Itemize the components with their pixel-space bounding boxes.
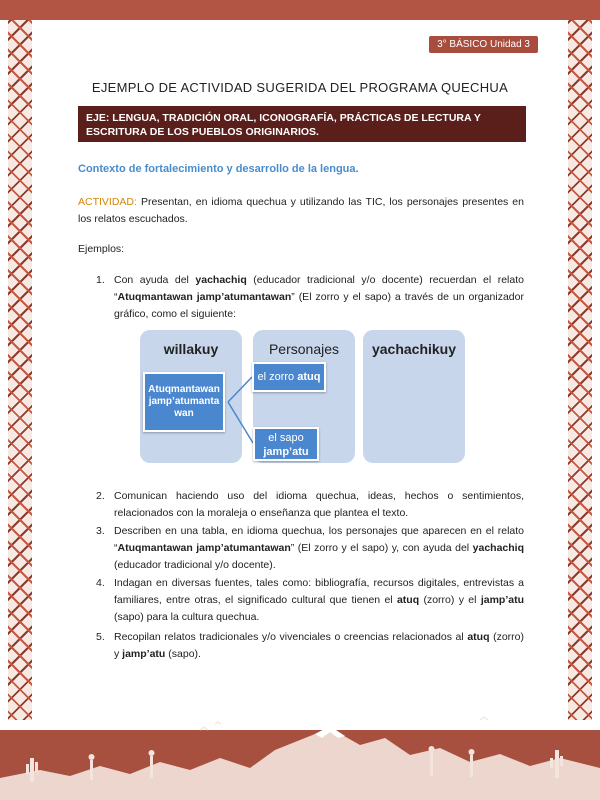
list-number: 3. <box>96 525 105 537</box>
story-node: Atuqmantawan jamp’atumanta wan <box>143 372 225 432</box>
list-item-1 <box>96 272 524 323</box>
activity-paragraph <box>78 194 524 228</box>
activity-text: Presentan, en idioma quechua y utilizando las TIC, los personajes presentes en los relatos escuchados. <box>78 196 524 225</box>
list-number: 1. <box>96 274 105 286</box>
context-heading: Contexto de fortalecimiento y desarrollo de la lengua. <box>78 163 359 175</box>
bold-run: jamp’atu <box>480 594 524 606</box>
column-title: Personajes <box>268 341 340 357</box>
text-run: (zorro) y <box>114 631 524 660</box>
list-text <box>114 629 524 663</box>
character-node-sapo <box>253 427 319 461</box>
list-number: 5. <box>96 631 105 643</box>
bold-run: Atuqmantawan jamp’atumantawan <box>117 542 291 554</box>
bold-run: Atuqmantawan jamp’atumantawan <box>117 291 292 303</box>
list-item-2 <box>96 488 524 522</box>
examples-label: Ejemplos: <box>78 243 125 255</box>
text-run: (educador tradicional y/o docente) recuerdan el relato “ <box>114 274 524 303</box>
bold-run: atuq <box>467 631 490 643</box>
list-text <box>114 523 524 574</box>
character-node-zorro <box>252 362 326 392</box>
text-run: (educador tradicional y/o docente). <box>114 559 276 571</box>
bold-run: jamp’atu <box>122 648 166 660</box>
bold-run: yachachiq <box>472 542 524 554</box>
bold-run: atuq <box>396 594 420 606</box>
axis-banner: EJE: LENGUA, TRADICIÓN ORAL, ICONOGRAFÍA, PRÁCTICAS DE LECTURA Y ESCRITURA DE LOS PUEBLOS ORIGINARIOS. <box>78 106 526 142</box>
text-run: ” (El zorro y el sapo) y, con ayuda del <box>290 542 473 554</box>
node-text: el zorro <box>257 371 298 383</box>
node-bold: jamp’atu <box>263 446 309 458</box>
list-text <box>114 272 524 323</box>
page-title: EJEMPLO DE ACTIVIDAD SUGERIDA DEL PROGRAMA QUECHUA <box>91 80 509 95</box>
text-run: Describen en una tabla, en idioma quechua, los personajes que aparecen en el relato “ <box>114 525 524 554</box>
list-text: Comunican haciendo uso del idioma quechua, ideas, hechos o sentimientos, relacionados con la moraleja o enseñanza que plantea el texto. <box>114 490 524 519</box>
list-number: 4. <box>96 577 105 589</box>
list-item-3 <box>96 523 524 574</box>
text-run: (sapo) para la cultura quechua. <box>114 611 260 623</box>
text-run: (zorro) y el <box>419 594 481 606</box>
activity-label: ACTIVIDAD: <box>78 196 137 208</box>
list-item-5 <box>96 629 524 663</box>
left-decorative-border <box>8 20 32 720</box>
text-run: ” (El zorro y el sapo) a través de un organizador gráfico, como el siguiente: <box>114 291 524 320</box>
list-item-4 <box>96 575 524 626</box>
graphic-organizer <box>140 330 470 465</box>
column-title: yachachikuy <box>371 341 457 357</box>
node-bold: atuq <box>297 371 321 383</box>
landscape-silhouette-icon <box>0 700 600 800</box>
text-run: Con ayuda del <box>114 274 196 286</box>
text-run: Indagan en diversas fuentes, tales como: bibliografía, recursos digitales, entrevistas a familiares, entre otras, el significado cultural que tienen el <box>114 577 524 606</box>
list-number: 2. <box>96 490 105 502</box>
bold-run: yachachiq <box>195 274 247 286</box>
right-decorative-border <box>568 20 592 720</box>
list-text <box>114 575 524 626</box>
text-run: Recopilan relatos tradicionales y/o vivenciales o creencias relacionados al <box>114 631 468 643</box>
node-text: el sapo <box>268 432 304 444</box>
text-run: (sapo). <box>165 648 201 660</box>
unit-tag: 3° BÁSICO Unidad 3 <box>429 36 538 53</box>
top-decorative-band <box>0 0 600 20</box>
column-title: willakuy <box>163 341 219 357</box>
